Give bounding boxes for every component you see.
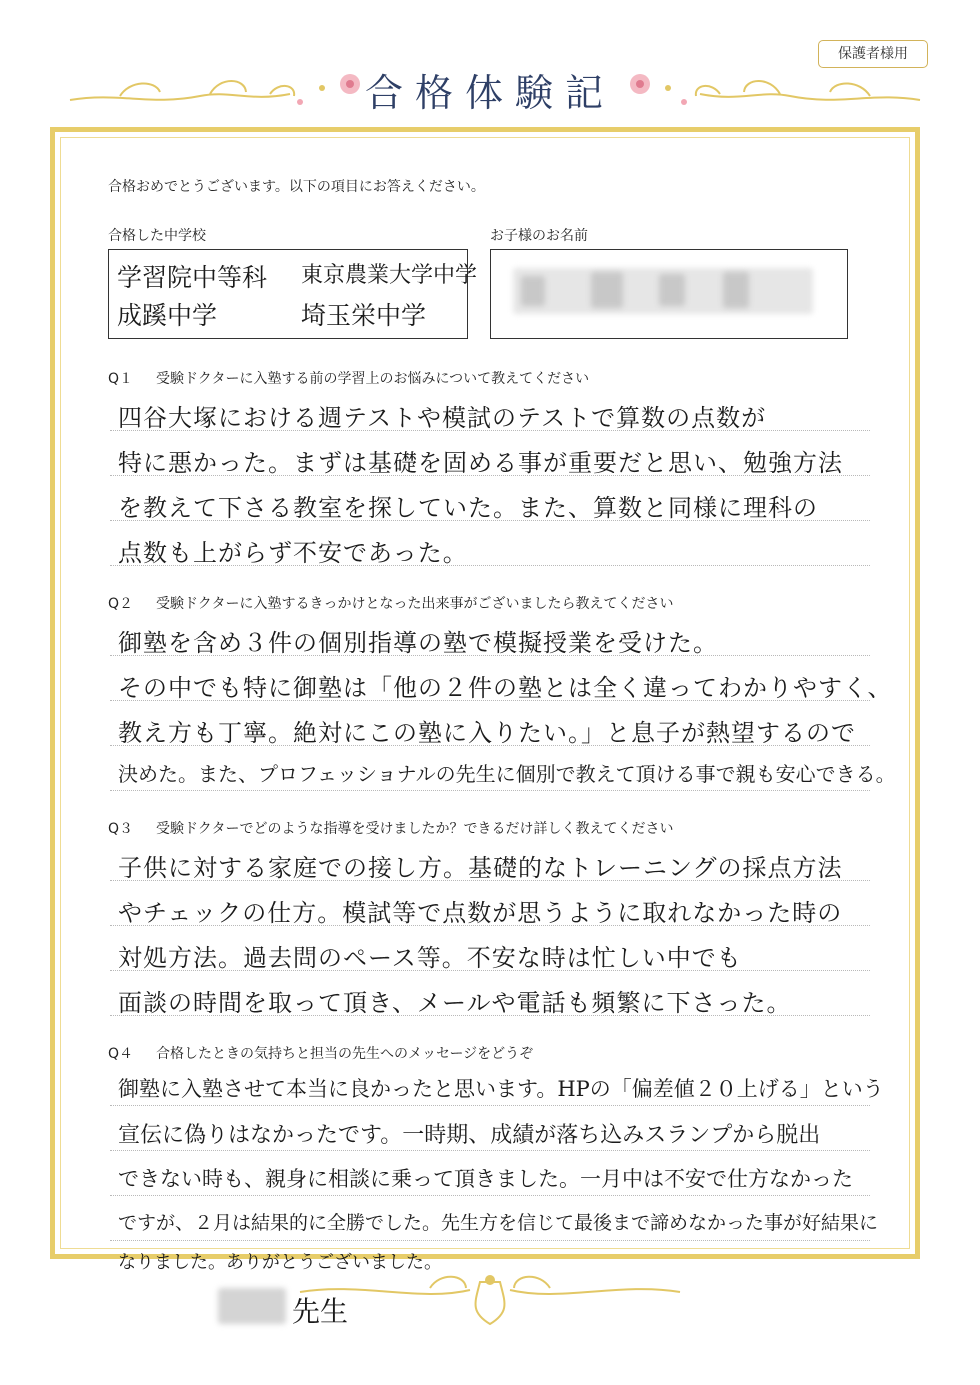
school-label: 合格した中学校	[108, 228, 206, 244]
redacted-char	[521, 276, 545, 306]
signoff-teacher: 先生	[292, 1295, 349, 1328]
school-name-4: 埼玉栄中学	[301, 301, 427, 330]
question-4	[108, 1043, 533, 1063]
intro-text: 合格おめでとうございます。以下の項目にお答えください。	[108, 179, 485, 195]
redacted-char	[659, 274, 685, 306]
answer-2-line-4: 決めた。また、プロフェッショナルの先生に個別で教えて頂ける事で親も安心できる。	[118, 762, 896, 786]
redacted-char	[723, 272, 749, 308]
answer-1-line-1: 四谷大塚における週テストや模試のテストで算数の点数が	[118, 404, 767, 432]
answer-2-line-3: 教え方も丁寧。絶対にこの塾に入りたい。」と息子が熱望するので	[118, 719, 856, 747]
question-3-text: 受験ドクターでどのような指導を受けましたか？できるだけ詳しく教えてください	[156, 821, 674, 837]
answer-2-line-1: 御塾を含め３件の個別指導の塾で模擬授業を受けた。	[118, 629, 718, 657]
answer-3-line-4: 面談の時間を取って頂き、メールや電話も頻繁に下さった。	[118, 989, 792, 1017]
answer-3-line-2: やチェックの仕方。模試等で点数が思うように取れなかった時の	[118, 899, 843, 927]
answer-4-line-4: ですが、２月は結果的に全勝でした。先生方を信じて最後まで諦めなかった事が好結果に	[118, 1212, 879, 1234]
school-name-1: 学習院中等科	[117, 263, 268, 292]
audience-tag: 保護者様用	[818, 40, 928, 68]
answer-line	[110, 1240, 870, 1241]
page-title: 合格体験記	[364, 71, 615, 115]
child-name-box	[490, 249, 848, 339]
answer-4-line-3: できない時も、親身に相談に乗って頂きました。一月中は不安で仕方なかった	[118, 1167, 853, 1191]
question-1	[108, 368, 589, 388]
answer-4-line-1: 御塾に入塾させて本当に良かったと思います。HPの「偏差値２０上げる」という	[118, 1077, 884, 1101]
answer-1-line-3: を教えて下さる教室を探していた。また、算数と同様に理科の	[118, 494, 818, 522]
question-3	[108, 818, 673, 838]
answer-line	[110, 1150, 870, 1151]
answer-1-line-2: 特に悪かった。まずは基礎を固める事が重要だと思い、勉強方法	[118, 449, 843, 477]
question-2	[108, 593, 673, 613]
question-1-text: 受験ドクターに入塾する前の学習上のお悩みについて教えてください	[156, 371, 590, 387]
child-name-label: お子様のお名前	[490, 228, 588, 244]
answer-3-line-3: 対処方法。過去問のペース等。不安な時は忙しい中でも	[118, 944, 742, 972]
answer-line	[110, 790, 870, 791]
question-2-number: Q２	[108, 596, 134, 612]
answer-3-line-1: 子供に対する家庭での接し方。基礎的なトレーニングの採点方法	[118, 854, 843, 882]
question-3-number: Q３	[108, 821, 134, 837]
redacted-teacher-name	[218, 1288, 286, 1324]
question-4-number: Q４	[108, 1046, 134, 1062]
answer-line	[110, 1195, 870, 1196]
school-box	[108, 249, 478, 339]
question-1-number: Q１	[108, 371, 134, 387]
answer-4-line-2: 宣伝に偽りはなかったです。一時期、成績が落ち込みスランプから脱出	[118, 1123, 821, 1148]
question-4-text: 合格したときの気持ちと担当の先生へのメッセージをどうぞ	[156, 1046, 534, 1062]
school-name-3: 成蹊中学	[117, 301, 218, 330]
redacted-char	[591, 272, 623, 308]
answer-line	[110, 1105, 870, 1106]
answer-2-line-2: その中でも特に御塾は「他の２件の塾とは全く違ってわかりやすく、	[118, 674, 893, 702]
question-2-text: 受験ドクターに入塾するきっかけとなった出来事がございましたら教えてください	[156, 596, 674, 612]
answer-4-line-5: なりました。ありがとうございました。	[118, 1252, 442, 1273]
school-name-2: 東京農業大学中学	[301, 263, 478, 288]
answer-1-line-4: 点数も上がらず不安であった。	[118, 539, 468, 567]
